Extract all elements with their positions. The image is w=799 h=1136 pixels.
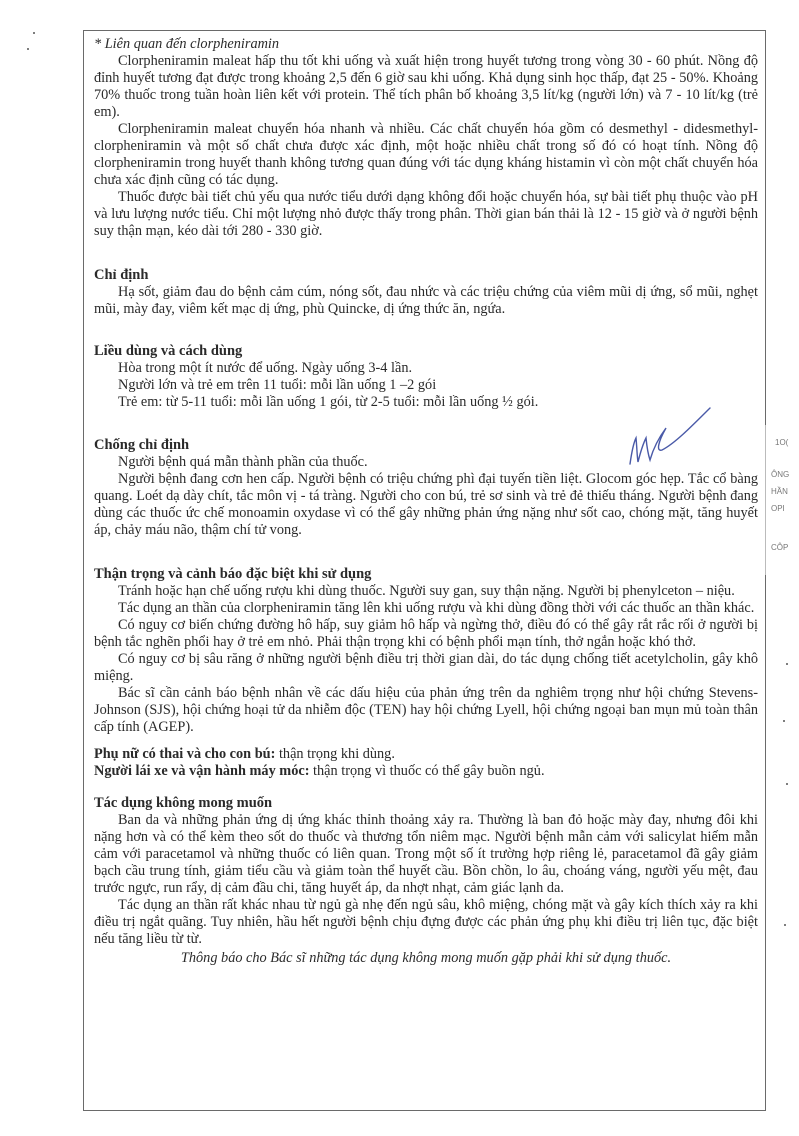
intro-paragraph-2: Clorpheniramin maleat chuyển hóa nhanh và nhiều. Các chất chuyển hóa gồm có desmethyl - didesmethyl- clorpheniramin và một số chất chưa được xác định, một hoặc nhiều chất trong số đó có hoạt tính. Nồng độ clorpheniramin trong huyết thanh không tương quan đúng với tác dụng kháng histamin vì còn một chất chuyển hóa chưa xác định cũng có tác dụng.	[94, 121, 758, 188]
scan-dot	[786, 783, 788, 785]
section-title-tac-dung: Tác dụng không mong muốn	[94, 795, 273, 811]
tac-dung-paragraph-1: Ban da và những phản ứng dị ứng khác thỉnh thoảng xảy ra. Thường là ban đỏ hoặc mày đay, nhưng đôi khi nặng hơn và có thể kèm theo sốt do thuốc và thương tổn niêm mạc. Người bệnh mẫn cảm với salicylat hiếm mẫn cảm với paracetamol và những thuốc có liên quan. Trong một số ít trường hợp riêng lẻ, paracetamol đã gây giảm bạch cầu trung tính, giảm tiểu cầu và giảm toàn thể huyết cầu. Bồn chồn, lo âu, choáng váng, người yếu mệt, đau trước ngực, run rẩy, dị cảm đầu chi, tăng huyết áp, da nhợt nhạt, cảm giác lạnh da.	[94, 812, 758, 896]
scan-dot	[33, 32, 35, 34]
driving-text: thận trọng vì thuốc có thể gây buồn ngủ.	[309, 763, 545, 779]
scan-dot	[27, 48, 29, 50]
section-title-chi-dinh: Chỉ định	[94, 267, 149, 283]
side-stamp	[765, 425, 799, 575]
closing-note: Thông báo cho Bác sĩ những tác dụng không mong muốn gặp phải khi sử dụng thuốc.	[180, 950, 672, 966]
than-trong-paragraph-4: Có nguy cơ bị sâu răng ở những người bệnh điều trị thời gian dài, do tác dụng chống tiết acetylcholin, gây khô miệng.	[94, 651, 758, 684]
signature-mark	[618, 402, 718, 472]
driving-label: Người lái xe và vận hành máy móc:	[94, 763, 310, 779]
document-body	[94, 36, 758, 967]
than-trong-paragraph-3: Có nguy cơ biến chứng đường hô hấp, suy giảm hô hấp và ngừng thở, điều đó có thể gây rắt rắc rối ở người bị bệnh tắc nghẽn phổi hay ở trẻ em nhỏ. Phải thận trọng khi có bệnh phổi mạn tính, thở ngắn hoặc khó thở.	[94, 617, 758, 650]
than-trong-paragraph-5: Bác sĩ cần cảnh báo bệnh nhân về các dấu hiệu của phản ứng trên da nghiêm trọng như hội chứng Stevens-Johnson (SJS), hội chứng hoại tử da nhiễm độc (TEN) hay hội chứng Lyell, hội chứng ngoại ban mụn mủ toàn thân cấp tính (AGEP).	[94, 685, 758, 735]
scan-dot	[786, 663, 788, 665]
intro-paragraph-3: Thuốc được bài tiết chủ yếu qua nước tiểu dưới dạng không đổi hoặc chuyển hóa, sự bài tiết phụ thuộc vào pH và lưu lượng nước tiểu. Chỉ một lượng nhỏ được thấy trong phân. Thời gian bán thải là 12 - 15 giờ và ở người bệnh suy thận mạn, kéo dài tới 280 - 330 giờ.	[94, 189, 758, 239]
lieu-dung-line-1: Hòa trong một ít nước để uống. Ngày uống 3-4 lần.	[118, 360, 413, 376]
chong-chi-dinh-paragraph-1: Người bệnh quá mẫn thành phần của thuốc.	[118, 454, 368, 470]
side-stamp-text: HẦN	[771, 487, 788, 496]
section-title-chong-chi-dinh: Chống chỉ định	[94, 437, 190, 453]
pregnancy-label: Phụ nữ có thai và cho con bú:	[94, 746, 276, 762]
pregnancy-note	[94, 746, 758, 763]
lieu-dung-line-2: Người lớn và trẻ em trên 11 tuổi: mỗi lần uống 1 –2 gói	[118, 377, 437, 393]
intro-paragraph-1: Clorpheniramin maleat hấp thu tốt khi uống và xuất hiện trong huyết tương trong vòng 30 - 60 phút. Nồng độ đỉnh huyết tương đạt được trong khoảng 2,5 đến 6 giờ sau khi uống. Khả dụng sinh học thấp, đạt 25 - 50%. Khoảng 70% thuốc trong tuần hoàn liên kết với protein. Thể tích phân bố khoảng 3,5 lít/kg (người lớn) và 7 - 10 lít/kg (trẻ em).	[94, 53, 758, 120]
section-title-than-trong: Thận trọng và cảnh báo đặc biệt khi sử dụng	[94, 566, 372, 582]
scan-dot	[784, 924, 786, 926]
intro-title: * Liên quan đến clorpheniramin	[94, 36, 280, 52]
tac-dung-paragraph-2: Tác dụng an thần rất khác nhau từ ngủ gà nhẹ đến ngủ sâu, khô miệng, chóng mặt và gây kích thích xảy ra khi điều trị ngắt quãng. Tuy nhiên, hầu hết người bệnh chịu đựng được các phản ứng phụ khi điều trị liên tục, đặc biệt nếu tăng liều từ từ.	[94, 897, 758, 947]
than-trong-paragraph-1: Tránh hoặc hạn chế uống rượu khi dùng thuốc. Người suy gan, suy thận nặng. Người bị phenylceton – niệu.	[118, 583, 735, 599]
side-stamp-text: ÔNG	[771, 470, 790, 479]
chi-dinh-paragraph: Hạ sốt, giảm đau do bệnh cảm cúm, nóng sốt, đau nhức và các triệu chứng của viêm mũi dị ứng, sổ mũi, nghẹt mũi, mày đay, viêm kết mạc dị ứng, phù Quincke, dị ứng thức ăn, ngứa.	[94, 284, 758, 317]
chong-chi-dinh-paragraph-2: Người bệnh đang cơn hen cấp. Người bệnh có triệu chứng phì đại tuyến tiền liệt. Glocom góc hẹp. Tắc cổ bàng quang. Loét dạ dày chít, tắc môn vị - tá tràng. Người cho con bú, trẻ sơ sinh và trẻ đẻ thiếu tháng. Người bệnh đang dùng các thuốc ức chế monoamin oxydase vì có thể gây những phản ứng nặng như sốt cao, chóng mặt, tăng huyết áp, chảy máu não, thậm chí tử vong.	[94, 471, 758, 538]
pregnancy-text: thận trọng khi dùng.	[275, 746, 395, 762]
side-stamp-text: CÔP	[771, 543, 789, 552]
side-stamp-text: OPI	[771, 504, 785, 513]
than-trong-paragraph-2: Tác dụng an thần của clorpheniramin tăng lên khi uống rượu và khi dùng đồng thời với các thuốc an thần khác.	[118, 600, 755, 616]
lieu-dung-line-3: Trẻ em: từ 5-11 tuổi: mỗi lần uống 1 gói, từ 2-5 tuổi: mỗi lần uống ½ gói.	[118, 394, 539, 410]
side-stamp-text: 1O(	[775, 438, 789, 447]
driving-note	[94, 763, 758, 780]
scan-dot	[783, 720, 785, 722]
section-title-lieu-dung: Liều dùng và cách dùng	[94, 343, 243, 359]
